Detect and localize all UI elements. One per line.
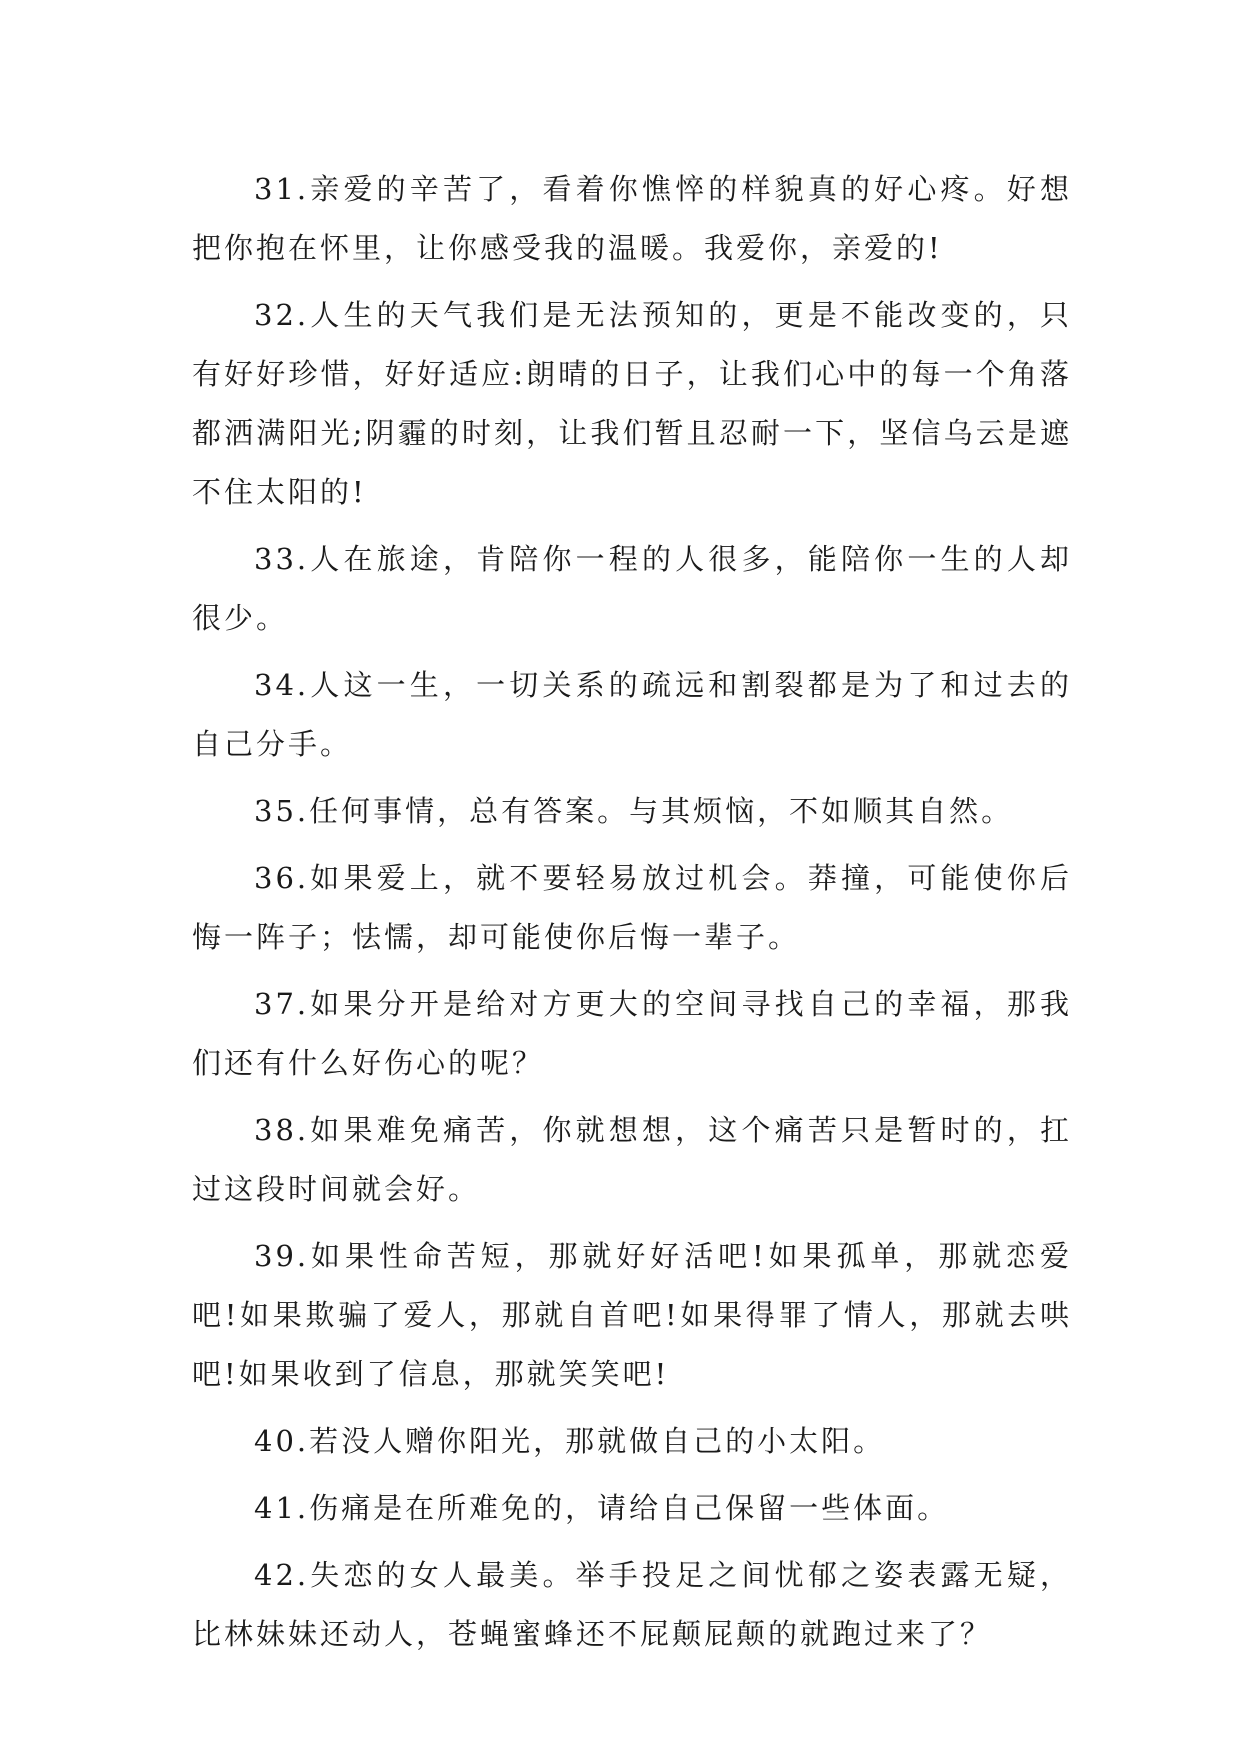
paragraph-33: 33.人在旅途，肯陪你一程的人很多，能陪你一生的人却很少。 [192, 542, 1072, 635]
document-body [192, 160, 1072, 1672]
paragraph-35: 35.任何事情，总有答案。与其烦恼，不如顺其自然。 [254, 794, 1014, 828]
paragraph-36: 36.如果爱上，就不要轻易放过机会。莽撞，可能使你后悔一阵子；怯懦，却可能使你后悔一辈子。 [192, 861, 1072, 954]
paragraph-37: 37.如果分开是给对方更大的空间寻找自己的幸福，那我们还有什么好伤心的呢？ [192, 987, 1072, 1080]
paragraph-34: 34.人这一生，一切关系的疏远和割裂都是为了和过去的自己分手。 [192, 668, 1072, 761]
paragraph-31: 31.亲爱的辛苦了，看着你憔悴的样貌真的好心疼。好想把你抱在怀里，让你感受我的温暖。我爱你，亲爱的! [192, 172, 1072, 265]
paragraph-32: 32.人生的天气我们是无法预知的，更是不能改变的，只有好好珍惜，好好适应:朗晴的日子，让我们心中的每一个角落都洒满阳光;阴霾的时刻，让我们暂且忍耐一下，坚信乌云是遮不住太阳的! [192, 298, 1072, 509]
paragraph-42: 42.失恋的女人最美。举手投足之间忧郁之姿表露无疑，比林妹妹还动人，苍蝇蜜蜂还不屁颠屁颠的就跑过来了？ [192, 1558, 1072, 1651]
paragraph-39: 39.如果性命苦短，那就好好活吧!如果孤单，那就恋爱吧!如果欺骗了爱人，那就自首吧!如果得罪了情人，那就去哄吧!如果收到了信息，那就笑笑吧! [192, 1239, 1072, 1391]
paragraph-41: 41.伤痛是在所难免的，请给自己保留一些体面。 [254, 1491, 950, 1525]
paragraph-38: 38.如果难免痛苦，你就想想，这个痛苦只是暂时的，扛过这段时间就会好。 [192, 1113, 1072, 1206]
paragraph-40: 40.若没人赠你阳光，那就做自己的小太阳。 [254, 1424, 886, 1458]
